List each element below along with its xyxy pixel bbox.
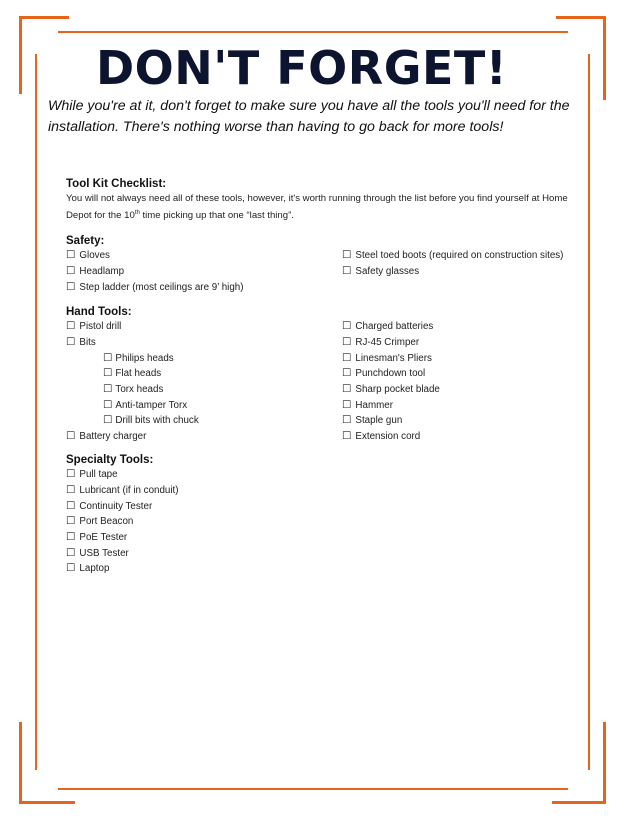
frame-left-vertical <box>35 54 37 770</box>
checklist-item-label: Hammer <box>355 399 393 411</box>
checklist-item-label: Anti-tamper Torx <box>115 399 188 411</box>
checkbox-icon[interactable]: ☐ <box>66 320 76 333</box>
checklist-item-label: Pull tape <box>79 469 118 481</box>
hand-tool-item[interactable] <box>342 413 592 429</box>
hand-tool-item[interactable] <box>66 429 336 445</box>
specialty-tool-item[interactable] <box>66 530 586 546</box>
safety-item[interactable] <box>66 264 336 280</box>
checklist-item-label: Safety glasses <box>355 265 420 277</box>
description-text: You will not always need all of these tools, however, it's worth running through the list before you find yourself at Home Depot for the 10 <box>66 193 568 222</box>
hand-tool-item[interactable] <box>342 319 592 335</box>
hand-tool-item[interactable] <box>342 366 592 382</box>
checkbox-icon[interactable]: ☐ <box>342 335 352 348</box>
frame-bottom-line <box>58 788 568 790</box>
page-title: DON'T FORGET! <box>96 41 508 95</box>
checkbox-icon[interactable]: ☐ <box>103 351 113 364</box>
safety-item[interactable] <box>66 280 336 296</box>
hand-tool-item[interactable] <box>342 429 592 445</box>
checklist-item-label: Lubricant (if in conduit) <box>79 484 179 496</box>
frame-top-left-horizontal <box>19 16 69 19</box>
hand-tool-subitem[interactable] <box>66 351 336 367</box>
checklist-description <box>66 192 586 223</box>
description-text-end: time picking up that one “last thing”. <box>139 210 294 222</box>
checklist-item-label: Steel toed boots (required on construction sites) <box>355 250 564 262</box>
checklist-item-label: Charged batteries <box>355 321 434 333</box>
checkbox-icon[interactable]: ☐ <box>66 531 76 543</box>
checklist-item-label: Laptop <box>79 563 110 575</box>
specialty-tool-item[interactable] <box>66 546 586 562</box>
checkbox-icon[interactable]: ☐ <box>342 430 352 443</box>
checklist-item-label: Gloves <box>79 250 110 262</box>
checklist-item-label: Staple gun <box>355 415 403 427</box>
safety-right-column <box>342 248 592 279</box>
hand-tools-heading: Hand Tools: <box>66 306 132 319</box>
checkbox-icon[interactable]: ☐ <box>342 351 352 364</box>
checklist-item-label: Battery charger <box>79 431 147 443</box>
checkbox-icon[interactable]: ☐ <box>66 483 76 496</box>
checklist-item-label: Continuity Tester <box>79 500 153 512</box>
checklist-item-label: PoE Tester <box>79 532 128 543</box>
frame-top-left-vertical <box>19 16 22 94</box>
frame-top-right-horizontal <box>556 16 606 19</box>
checklist-item-label: Pistol drill <box>79 321 122 333</box>
hand-tools-section <box>66 319 586 445</box>
checkbox-icon[interactable]: ☐ <box>66 468 76 481</box>
checklist-item-label: Punchdown tool <box>355 368 426 380</box>
checklist-item-label: RJ-45 Crimper <box>355 336 420 348</box>
hand-tool-item[interactable] <box>342 398 592 414</box>
frame-bottom-left-vertical <box>19 722 22 804</box>
checkbox-icon[interactable]: ☐ <box>342 383 352 395</box>
safety-item[interactable] <box>66 248 336 264</box>
specialty-tool-item[interactable] <box>66 467 586 483</box>
frame-top-line <box>58 31 568 33</box>
checkbox-icon[interactable]: ☐ <box>66 562 76 575</box>
checkbox-icon[interactable]: ☐ <box>103 367 113 380</box>
checklist-item-label: Step ladder (most ceilings are 9’ high) <box>79 281 244 293</box>
frame-top-right-vertical <box>603 16 606 100</box>
description-superscript: th <box>134 210 140 216</box>
specialty-tool-item[interactable] <box>66 514 586 530</box>
hand-tools-right-column <box>342 319 592 445</box>
checkbox-icon[interactable]: ☐ <box>103 414 113 427</box>
checklist-item-label: Port Beacon <box>79 516 134 528</box>
frame-bottom-left-horizontal <box>19 801 75 804</box>
checkbox-icon[interactable]: ☐ <box>66 249 76 262</box>
specialty-tools-heading: Specialty Tools: <box>66 454 154 467</box>
safety-item[interactable] <box>342 248 592 264</box>
hand-tool-subitem[interactable] <box>66 382 336 398</box>
checklist-item-label: Extension cord <box>355 431 421 443</box>
hand-tool-item[interactable] <box>66 319 336 335</box>
checkbox-icon[interactable]: ☐ <box>342 264 352 277</box>
hand-tools-left-column <box>66 319 336 445</box>
frame-bottom-right-vertical <box>603 722 606 804</box>
checklist-item-label: Torx heads <box>115 384 164 395</box>
checkbox-icon[interactable]: ☐ <box>342 414 352 427</box>
specialty-tool-item[interactable] <box>66 561 586 577</box>
checkbox-icon[interactable]: ☐ <box>342 367 352 380</box>
checklist-content <box>66 177 586 577</box>
safety-heading: Safety: <box>66 235 105 248</box>
checklist-item-label: USB Tester <box>79 547 129 559</box>
hand-tool-subitem[interactable] <box>66 366 336 382</box>
safety-left-column <box>66 248 336 295</box>
checkbox-icon[interactable]: ☐ <box>342 320 352 333</box>
checklist-item-label: Headlamp <box>79 265 125 277</box>
frame-bottom-right-horizontal <box>552 801 606 804</box>
hand-tool-item[interactable] <box>342 351 592 367</box>
hand-tool-subitem[interactable] <box>66 413 336 429</box>
safety-section <box>66 248 586 295</box>
safety-item[interactable] <box>342 264 592 280</box>
checklist-item-label: Drill bits with chuck <box>115 415 199 427</box>
specialty-tools-list <box>66 467 586 577</box>
specialty-tool-item[interactable] <box>66 483 586 499</box>
checkbox-icon[interactable]: ☐ <box>66 264 76 277</box>
hand-tool-item[interactable] <box>66 335 336 351</box>
checkbox-icon[interactable]: ☐ <box>103 383 113 395</box>
checklist-item-label: Linesman's Pliers <box>355 352 432 364</box>
checkbox-icon[interactable]: ☐ <box>66 546 76 559</box>
checkbox-icon[interactable]: ☐ <box>103 398 113 411</box>
specialty-tool-item[interactable] <box>66 499 586 515</box>
checkbox-icon[interactable]: ☐ <box>342 249 352 262</box>
checkbox-icon[interactable]: ☐ <box>66 280 76 293</box>
checklist-item-label: Sharp pocket blade <box>355 384 440 395</box>
hand-tool-item[interactable] <box>342 382 592 398</box>
hand-tool-item[interactable] <box>342 335 592 351</box>
checkbox-icon[interactable]: ☐ <box>66 499 76 512</box>
checkbox-icon[interactable]: ☐ <box>66 430 76 443</box>
intro-text: While you're at it, don't forget to make sure you have all the tools you'll need for the installation. There's nothing worse than having to go back for more tools! <box>48 98 570 135</box>
checklist-item-label: Bits <box>79 336 96 348</box>
checkbox-icon[interactable]: ☐ <box>342 398 352 411</box>
checkbox-icon[interactable]: ☐ <box>66 335 76 348</box>
checklist-item-label: Flat heads <box>115 368 162 380</box>
checkbox-icon[interactable]: ☐ <box>66 515 76 528</box>
hand-tool-subitem[interactable] <box>66 398 336 414</box>
checklist-heading: Tool Kit Checklist: <box>66 178 167 190</box>
checklist-item-label: Philips heads <box>115 352 174 364</box>
